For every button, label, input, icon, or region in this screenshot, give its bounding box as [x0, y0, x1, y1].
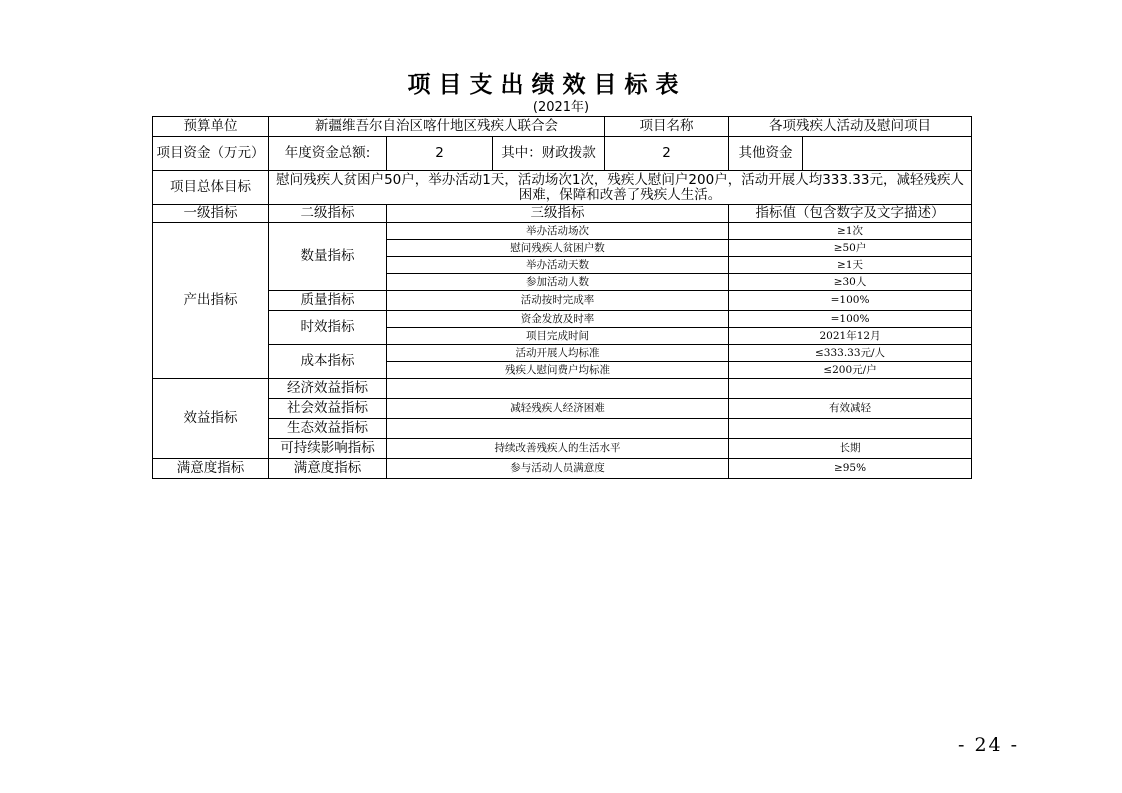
indicator-cell: 举办活动场次 [387, 223, 729, 240]
value-cell: ≥1天 [729, 257, 972, 274]
group-output: 产出指标 [153, 223, 269, 379]
indicator-cell: 活动按时完成率 [387, 291, 729, 311]
value-cell: =100% [729, 291, 972, 311]
budget-unit-label: 预算单位 [153, 117, 269, 137]
subgroup-ecological: 生态效益指标 [269, 419, 387, 439]
value-cell: ≥50户 [729, 240, 972, 257]
value-cell: 有效减轻 [729, 399, 972, 419]
value-cell: ≤333.33元/人 [729, 345, 972, 362]
indicator-cell: 项目完成时间 [387, 328, 729, 345]
indicator-cell: 活动开展人均标准 [387, 345, 729, 362]
fiscal-label: 其中：财政拨款 [493, 137, 605, 171]
performance-target-table [152, 116, 972, 479]
subgroup-quantity: 数量指标 [269, 223, 387, 291]
indicator-cell: 慰问残疾人贫困户数 [387, 240, 729, 257]
value-cell [729, 379, 972, 399]
budget-unit-value: 新疆维吾尔自治区喀什地区残疾人联合会 [269, 117, 605, 137]
project-name-value: 各项残疾人活动及慰问项目 [729, 117, 972, 137]
subgroup-social: 社会效益指标 [269, 399, 387, 419]
value-cell: ≥95% [729, 459, 972, 479]
value-cell [729, 419, 972, 439]
subgroup-economic: 经济效益指标 [269, 379, 387, 399]
indicator-cell [387, 419, 729, 439]
value-cell: 2021年12月 [729, 328, 972, 345]
page-subtitle: (2021年) [532, 100, 590, 115]
indicator-cell: 持续改善残疾人的生活水平 [387, 439, 729, 459]
indicator-cell: 举办活动天数 [387, 257, 729, 274]
page-number: - 24 - [958, 734, 1020, 756]
funds-label: 项目资金（万元） [153, 137, 269, 171]
goal-label: 项目总体目标 [153, 171, 269, 205]
annual-total-value: 2 [387, 137, 493, 171]
value-cell: ≥1次 [729, 223, 972, 240]
subgroup-satisfaction: 满意度指标 [269, 459, 387, 479]
subgroup-cost: 成本指标 [269, 345, 387, 379]
subgroup-timeliness: 时效指标 [269, 311, 387, 345]
indicator-cell: 残疾人慰问费户均标准 [387, 362, 729, 379]
fiscal-value: 2 [605, 137, 729, 171]
indicator-cell [387, 379, 729, 399]
column-header-level1: 一级指标 [153, 205, 269, 223]
other-funds-value [803, 137, 972, 171]
group-satisfaction: 满意度指标 [153, 459, 269, 479]
column-header-level2: 二级指标 [269, 205, 387, 223]
subgroup-quality: 质量指标 [269, 291, 387, 311]
indicator-cell: 减轻残疾人经济困难 [387, 399, 729, 419]
subgroup-sustainable: 可持续影响指标 [269, 439, 387, 459]
project-name-label: 项目名称 [605, 117, 729, 137]
annual-total-label: 年度资金总额: [269, 137, 387, 171]
goal-text: 慰问残疾人贫困户50户，举办活动1天，活动场次1次，残疾人慰问户200户，活动开展人均333.33元，减轻残疾人困难，保障和改善了残疾人生活。 [269, 171, 972, 205]
value-cell: 长期 [729, 439, 972, 459]
value-cell: ≥30人 [729, 274, 972, 291]
indicator-cell: 参加活动人数 [387, 274, 729, 291]
indicator-cell: 参与活动人员满意度 [387, 459, 729, 479]
value-cell: =100% [729, 311, 972, 328]
other-funds-label: 其他资金 [729, 137, 803, 171]
indicator-cell: 资金发放及时率 [387, 311, 729, 328]
page-title: 项目支出绩效目标表 [407, 72, 687, 98]
group-benefit: 效益指标 [153, 379, 269, 459]
value-cell: ≤200元/户 [729, 362, 972, 379]
column-header-value: 指标值（包含数字及文字描述） [729, 205, 972, 223]
column-header-level3: 三级指标 [387, 205, 729, 223]
